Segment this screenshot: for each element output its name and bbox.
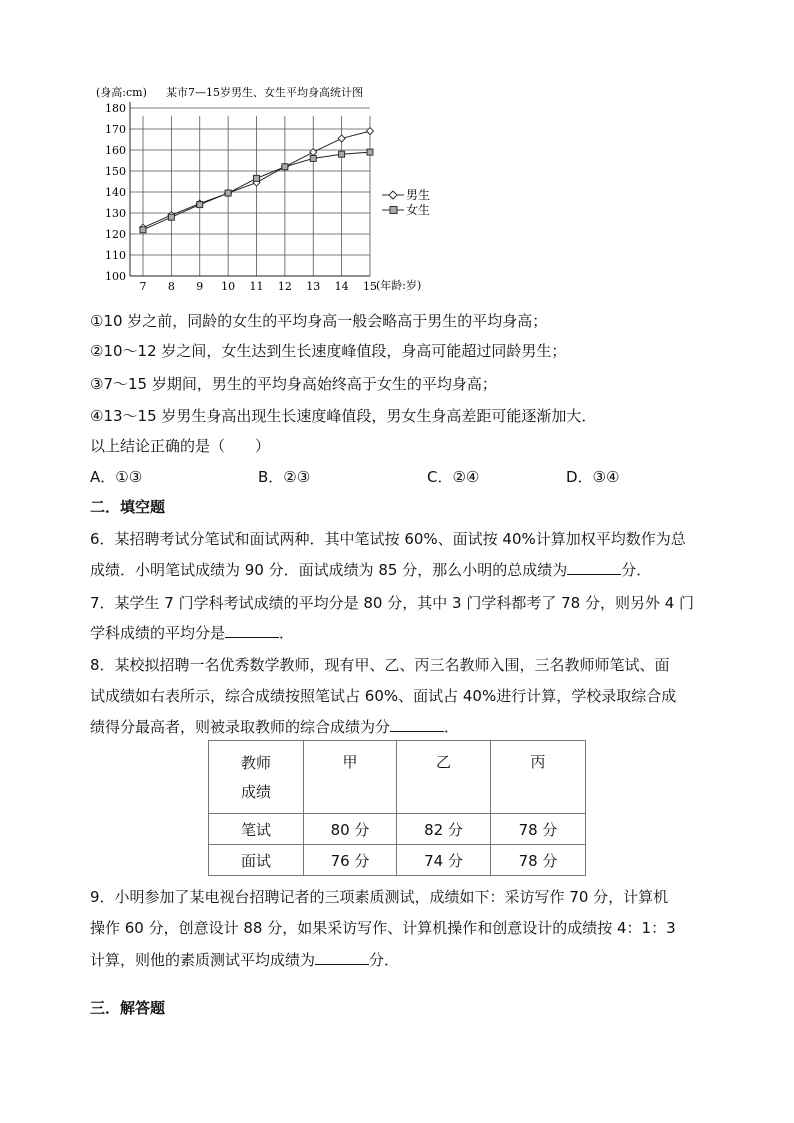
x-tick-label: 13: [306, 280, 321, 293]
corner-score: 成绩: [240, 783, 271, 801]
y-axis-label: (身高:cm): [96, 86, 147, 99]
q9-blank: [315, 950, 369, 965]
q6-blank: [567, 560, 621, 575]
statement-3: ③7～15 岁期间，男生的平均身高始终高于女生的平均身高；: [90, 375, 497, 393]
q7-line2: 学科成绩的平均分是 ．: [90, 624, 295, 642]
table-row: [209, 845, 586, 876]
section-fill-in: 二．填空题: [90, 498, 166, 516]
y-tick-label: 150: [105, 165, 126, 178]
row-label-interview: 面试: [209, 845, 304, 876]
q6-line1: 6．某招聘考试分笔试和面试两种．其中笔试按 60%、面试按 40%计算加权平均数作为总: [90, 530, 686, 548]
q8-line1: 8．某校拟招聘一名优秀数学教师，现有甲、乙、丙三名教师入围，三名教师师笔试、面: [90, 656, 670, 674]
height-line-chart: [90, 80, 430, 295]
chart-title: 某市7—15岁男生、女生平均身高统计图: [166, 86, 363, 99]
x-tick-label: 9: [196, 280, 204, 293]
girls-point: [339, 151, 345, 157]
q9-line3: 计算，则他的素质测试平均成绩为 分．: [90, 951, 400, 969]
q8-line3: 绩得分最高者，则被录取教师的综合成绩为分 ．: [90, 718, 460, 736]
cell: 82 分: [397, 814, 491, 845]
y-tick-label: 130: [105, 207, 126, 220]
x-tick-label: 14: [334, 280, 349, 293]
girls-point: [197, 202, 203, 208]
header-bing: 丙: [491, 741, 586, 814]
score-table: [208, 740, 586, 876]
y-tick-label: 110: [105, 249, 126, 262]
girls-point: [168, 214, 174, 220]
statement-2: ②10～12 岁之间，女生达到生长速度峰值段，身高可能超过同龄男生；: [90, 342, 567, 360]
statement-1: ①10 岁之前，同龄的女生的平均身高一般会略高于男生的平均身高；: [90, 312, 548, 330]
x-tick-label: 11: [249, 280, 264, 293]
q7-line1: 7．某学生 7 门学科考试成绩的平均分是 80 分，其中 3 门学科都考了 78 分，则另外 4 门: [90, 594, 695, 612]
cell: 80 分: [304, 814, 397, 845]
cell: 78 分: [491, 845, 586, 876]
girls-point: [225, 190, 231, 196]
q6-line2: 成绩．小明笔试成绩为 90 分．面试成绩为 85 分，那么小明的总成绩为 分．: [90, 561, 652, 579]
girls-point: [282, 164, 288, 170]
cell: 76 分: [304, 845, 397, 876]
option-a: A．①③: [90, 468, 143, 486]
legend-square-marker: [390, 207, 397, 214]
q8-line2: 试成绩如右表所示，综合成绩按照笔试占 60%、面试占 40%进行计算，学校录取综合成: [90, 687, 677, 705]
option-c: C．②④: [427, 468, 480, 486]
x-tick-label: 10: [221, 280, 236, 293]
header-yi: 乙: [397, 741, 491, 814]
option-b: B．②③: [258, 468, 311, 486]
table-corner-cell: [209, 741, 304, 814]
x-tick-label: 12: [277, 280, 292, 293]
y-tick-label: 160: [105, 144, 126, 157]
option-d: D．③④: [566, 468, 620, 486]
y-tick-label: 180: [105, 102, 126, 115]
girls-point: [310, 155, 316, 161]
y-tick-label: 170: [105, 123, 126, 136]
legend-boys: 男生: [406, 188, 430, 202]
cell: 74 分: [397, 845, 491, 876]
row-label-written: 笔试: [209, 814, 304, 845]
boys-point: [338, 135, 345, 142]
girls-point: [254, 175, 260, 181]
x-tick-label: 8: [167, 280, 175, 293]
y-tick-label: 140: [105, 186, 126, 199]
corner-teacher: 教师: [240, 754, 271, 772]
chart-legend: [382, 187, 430, 217]
question-stem: 以上结论正确的是（ ）: [90, 437, 271, 455]
q9-line2: 操作 60 分，创意设计 88 分，如果采访写作、计算机操作和创意设计的成绩按 4：1：3: [90, 919, 676, 937]
girls-point: [367, 149, 373, 155]
chart-grid: [130, 108, 370, 276]
legend-diamond-marker: [389, 191, 397, 199]
q7-blank: [225, 623, 279, 638]
x-tick-label: 15: [363, 280, 377, 293]
statement-4: ④13～15 岁男生身高出现生长速度峰值段，男女生身高差距可能逐渐加大．: [90, 407, 597, 425]
table-row: [209, 814, 586, 845]
q9-line1: 9．小明参加了某电视台招聘记者的三项素质测试，成绩如下：采访写作 70 分，计算机: [90, 888, 669, 906]
cell: 78 分: [491, 814, 586, 845]
chart-axes: [105, 102, 377, 293]
girls-point: [140, 227, 146, 233]
q8-blank: [390, 717, 444, 732]
header-jia: 甲: [304, 741, 397, 814]
x-tick-label: 7: [139, 280, 147, 293]
legend-girls: 女生: [406, 203, 430, 217]
section-answer: 三．解答题: [90, 999, 166, 1017]
y-tick-label: 120: [105, 228, 126, 241]
x-axis-label: (年龄:岁): [376, 279, 422, 292]
y-tick-label: 100: [105, 270, 126, 283]
